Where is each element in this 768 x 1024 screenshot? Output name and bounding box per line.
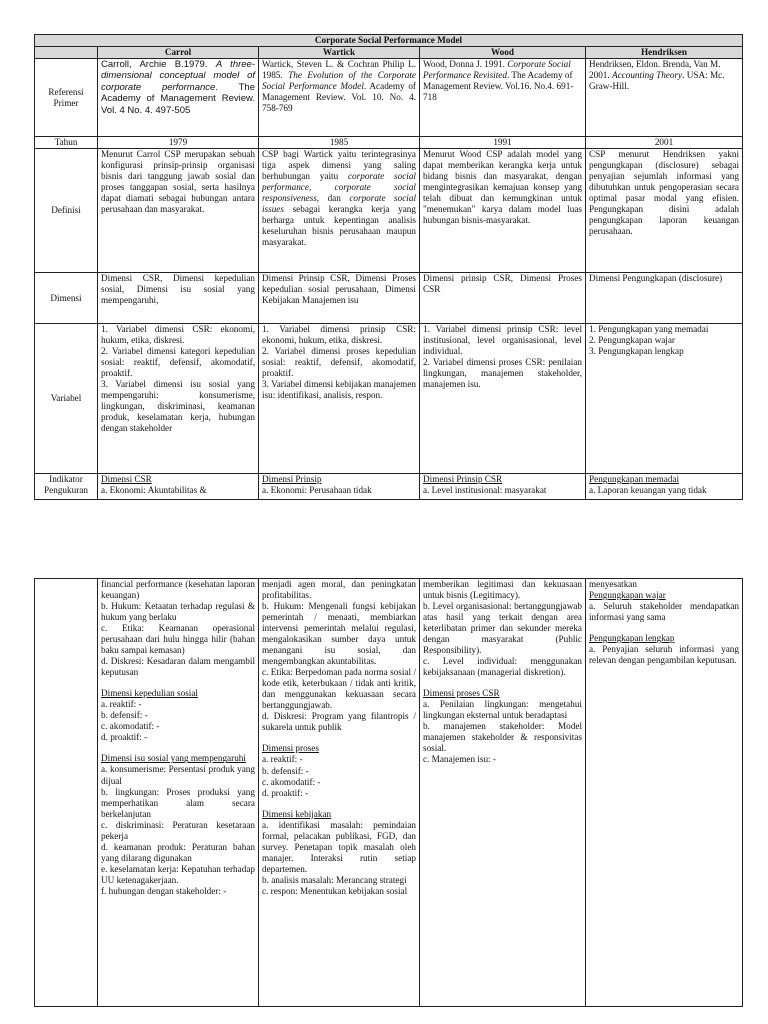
indikator-item: b. Hukum: Mengenali fungsi kebijakan pemerintah / menaati, membiarkan intervensi pemerintah melalui regulasi, mengalokasikan sumber daya untuk menangani isu sosial, dan mengembangkan akuntabilitas. [262,601,416,667]
variabel-wood [420,324,586,474]
indikator-heading: Dimensi kepedulian sosial [101,688,198,699]
indikator-item: b. defensif: - [262,765,309,776]
variabel-wartick [259,324,420,474]
indikator-item: c. Etika: Berpedoman pada norma sosial / kode etik, keterbukaan / tidak anti kritik, dan menggunakan kekuasaan secara bertanggungjawab. [262,667,416,711]
indikator-heading: Dimensi proses CSR [423,688,500,699]
definisi-hendriksen: CSP menurut Hendriksen yakni pengungkapan (disclosure) sebagai penyajian sejumlah informasi yang dibutuhkan untuk pengoperasian secara optimal pasar modal yang efisien. Pengungkapan disini adalah pengungkapan laporan keuangan perusahaan. [586,149,743,273]
indikator-item: c. akomodatif: - [262,776,321,787]
variabel-wartick-1: 1. Variabel dimensi prinsip CSR: ekonomi, hukum, etika, diskresi. [262,324,416,346]
variabel-hendriksen-3: 3. Pengungkapan lengkap [589,346,684,357]
indikator-item: b. Level organisasional: bertanggungjawab atas hasil yang terkait dengan area keterlibatan primer dan sekunder mereka dengan masyarakat (Public Responsibility). [423,601,582,656]
indikator-item: c. Manajemen isu: - [423,754,496,765]
referensi-carrol: Carroll, Archie B.1979. A three-dimensional conceptual model of corporate performance. The Academy of Management Review. Vol. 4 No. 4. 497-505 [98,59,259,137]
tahun-wood: 1991 [420,137,586,149]
row-label-definisi: Definisi [35,149,98,273]
indikator-item: c. diskriminasi: Peraturan kesetaraan pekerja [101,819,255,841]
indikator-item: d. Diskresi: Kesadaran dalam mengambil keputusan [101,656,255,678]
indikator-item: a. Penyajian seluruh informasi yang relevan dengan pengambilan keputusan. [589,644,739,666]
variabel-carrol-2: 2. Variabel dimensi kategori kepedulian sosial: reaktif, defensif, akomodatif, proaktif. [101,346,255,379]
indikator-item: menjadi agen moral, dan peningkatan profitabilitas. [262,579,416,601]
header-blank [35,47,98,59]
definisi-carrol: Menurut Carrol CSP merupakan sebuah konfigurasi prinsip-prinsip organisasi bisnis dari tanggung jawab sosial dan proses tanggapan sosial, serta hasilnya dapat diamati sebagai hubungan antara perusahaan dan masyarakat. [98,149,259,273]
indikator-item: d. proaktif: - [101,732,148,743]
indikator-item: d. keamanan produk: Peraturan bahan yang dilarang digunakan [101,841,255,863]
row-label-tahun: Tahun [35,137,98,149]
definisi-wartick: CSP bagi Wartick yaitu terintegrasinya tiga aspek dimensi yang saling berhubungan yaitu corporate social performance, corporate social responsiveness, dan corporate social issues sebagai kerangka kerja yang berharga untuk kepentingan analisis keseluruhan bisnis perusahaan maupun masyarakat. [259,149,420,273]
variabel-carrol-3: 3. Variabel dimensi isu sosial yang mempengaruhi: konsumerisme, lingkungan, diskriminasi, keamanan produk, keselamatan kerja, hubungan dengan stakeholder [101,379,255,434]
indikator-item: c. Level individual: menggunakan kebijaksanaan (managerial diskretion). [423,656,582,678]
indikator-carrol [98,579,259,1007]
indikator-item: a. identifikasi masalah: pemindaian formal, pelacakan publikasi, FGD, dan survey. Penetapan topik masalah oleh manajer. Interaksi rutin setiap departemen. [262,819,416,874]
row-label-indikator-continued [35,579,98,1007]
csp-model-table-part1 [34,34,743,500]
variabel-hendriksen-1: 1. Pengungkapan yang memadai [589,324,709,335]
header-hendriksen: Hendriksen [586,47,743,59]
variabel-wartick-2: 2. Variabel dimensi proses kepedulian sosial: reaktif, defensif, akomodatif, proaktif. [262,346,416,379]
indikator-item: a. Seluruh stakeholder mendapatkan informasi yang sama [589,601,739,623]
indikator-item: c. Etika: Keamanan operasional perusahaan dari hulu hingga hilir (bahan baku sampai kemasan) [101,623,255,656]
variabel-wood-2: 2. Variabel dimensi proses CSR: penilaian lingkungan, manajemen stakeholder, manajemen isu. [423,357,582,390]
tahun-hendriksen: 2001 [586,137,743,149]
referensi-wood: Wood, Donna J. 1991. Corporate Social Performance Revisited. The Academy of Management Review. Vol.16. No.4. 691-718 [420,59,586,137]
indikator-item: b. defensif: - [101,710,148,721]
dimensi-hendriksen: Dimensi Pengungkapan (disclosure) [586,273,743,324]
spacer [589,623,739,633]
indikator-heading: Dimensi isu sosial yang mempengaruhi [101,753,246,764]
dimensi-carrol: Dimensi CSR, Dimensi kepedulian sosial, Dimensi isu sosial yang mempengaruhi, [98,273,259,324]
indikator-item: a. reaktif: - [101,699,142,710]
referensi-wartick: Wartick, Steven L. & Cochran Philip L. 1985. The Evolution of the Corporate Social Performance Model. Academy of Management Review. Vol. 10. No. 4. 758-769 [259,59,420,137]
dimensi-wartick: Dimensi Prinsip CSR, Dimensi Proses kepedulian sosial perusahaan, Dimensi Kebijakan Manajemen isu [259,273,420,324]
indikator-item: d. proaktif: - [262,787,309,798]
spacer [262,799,416,809]
definisi-wood: Menurut Wood CSP adalah model yang dapat memberikan kerangka kerja untuk bidang bisnis dan masyarakat, dengan mengintegrasikan kemajuan konsep yang telah dibuat dan kemungkinan untuk "menemukan" karya dalam model luas hubungan bisnis-masyarakat. [420,149,586,273]
indikator-item: menyesatkan [589,579,637,589]
header-wartick: Wartick [259,47,420,59]
header-wood: Wood [420,47,586,59]
variabel-carrol-1: 1. Variabel dimensi CSR: ekonomi, hukum, etika, diskresi. [101,324,255,346]
indikator-item: memberikan legitimasi dan kekuasaan untuk bisnis (Legitimacy). [423,579,582,601]
indikator-wartick [259,579,420,1007]
indikator-heading: Pengungkapan wajar [589,590,666,601]
dimensi-wood: Dimensi prinsip CSR, Dimensi Proses CSR [420,273,586,324]
indikator-wartick-start: Dimensi Prinsip a. Ekonomi: Perusahaan tidak [259,474,420,500]
variabel-carrol [98,324,259,474]
row-label-referensi: Referensi Primer [35,59,98,137]
header-carrol: Carrol [98,47,259,59]
indikator-wood [420,579,586,1007]
variabel-hendriksen [586,324,743,474]
indikator-item: f. hubungan dengan stakeholder: - [101,885,227,896]
row-label-variabel: Variabel [35,324,98,474]
indikator-item: c. respon: Menentukan kebijakan sosial [262,885,408,896]
spacer [423,678,582,688]
indikator-item: financial performance (kesehatan laporan keuangan) [101,579,255,601]
tahun-carrol: 1979 [98,137,259,149]
referensi-hendriksen: Hendriksen, Eldon. Brenda, Van M. 2001. Accounting Theory. USA: Mc. Graw-Hill. [586,59,743,137]
indikator-heading: Pengungkapan lengkap [589,633,675,644]
indikator-hendriksen-start: Pengungkapan memadai a. Laporan keuangan yang tidak [586,474,743,500]
indikator-item: b. lingkungan: Proses produksi yang memperhatikan alam secara berkelanjutan [101,786,255,819]
variabel-wartick-3: 3. Variabel dimensi kebijakan manajemen isu: identifikasi, analisis, respon. [262,379,416,401]
spacer [101,743,255,753]
indikator-heading: Dimensi kebijakan [262,808,332,819]
indikator-item: d. Diskresi: Program yang filantropis / sukarela untuk publik [262,711,416,733]
indikator-item: a. Penilaian lingkungan: mengetahui lingkungan eksternal untuk beradaptasi [423,699,582,721]
tahun-wartick: 1985 [259,137,420,149]
indikator-heading: Dimensi proses [262,743,319,754]
indikator-item: a. reaktif: - [262,754,303,765]
row-label-indikator: Indikator Pengukuran [35,474,98,500]
spacer [101,678,255,688]
row-label-dimensi: Dimensi [35,273,98,324]
indikator-carrol-start: Dimensi CSR a. Ekonomi: Akuntabilitas & [98,474,259,500]
table-title: Corporate Social Performance Model [35,35,743,47]
indikator-item: b. manajemen stakeholder: Model manajemen stakeholder & responsivitas sosial. [423,721,582,754]
indikator-wood-start: Dimensi Prinsip CSR a. Level institusional: masyarakat [420,474,586,500]
indikator-item: e. keselamatan kerja: Kepatuhan terhadap UU ketenagakerjaan. [101,863,255,885]
indikator-item: b. analisis masalah: Merancang strategi [262,874,407,885]
indikator-item: a. konsumerisme: Persentasi produk yang dijual [101,764,255,786]
variabel-hendriksen-2: 2. Pengungkapan wajar [589,335,675,346]
spacer [262,733,416,743]
indikator-item: b. Hukum: Ketaatan terhadap regulasi & hukum yang berlaku [101,601,255,623]
variabel-wood-1: 1. Variabel dimensi prinsip CSR: level institusional, level organisasional, level individual. [423,324,582,357]
indikator-item: c. akomodatif: - [101,721,160,732]
indikator-hendriksen [586,579,743,1007]
csp-model-table-part2 [34,578,743,1007]
